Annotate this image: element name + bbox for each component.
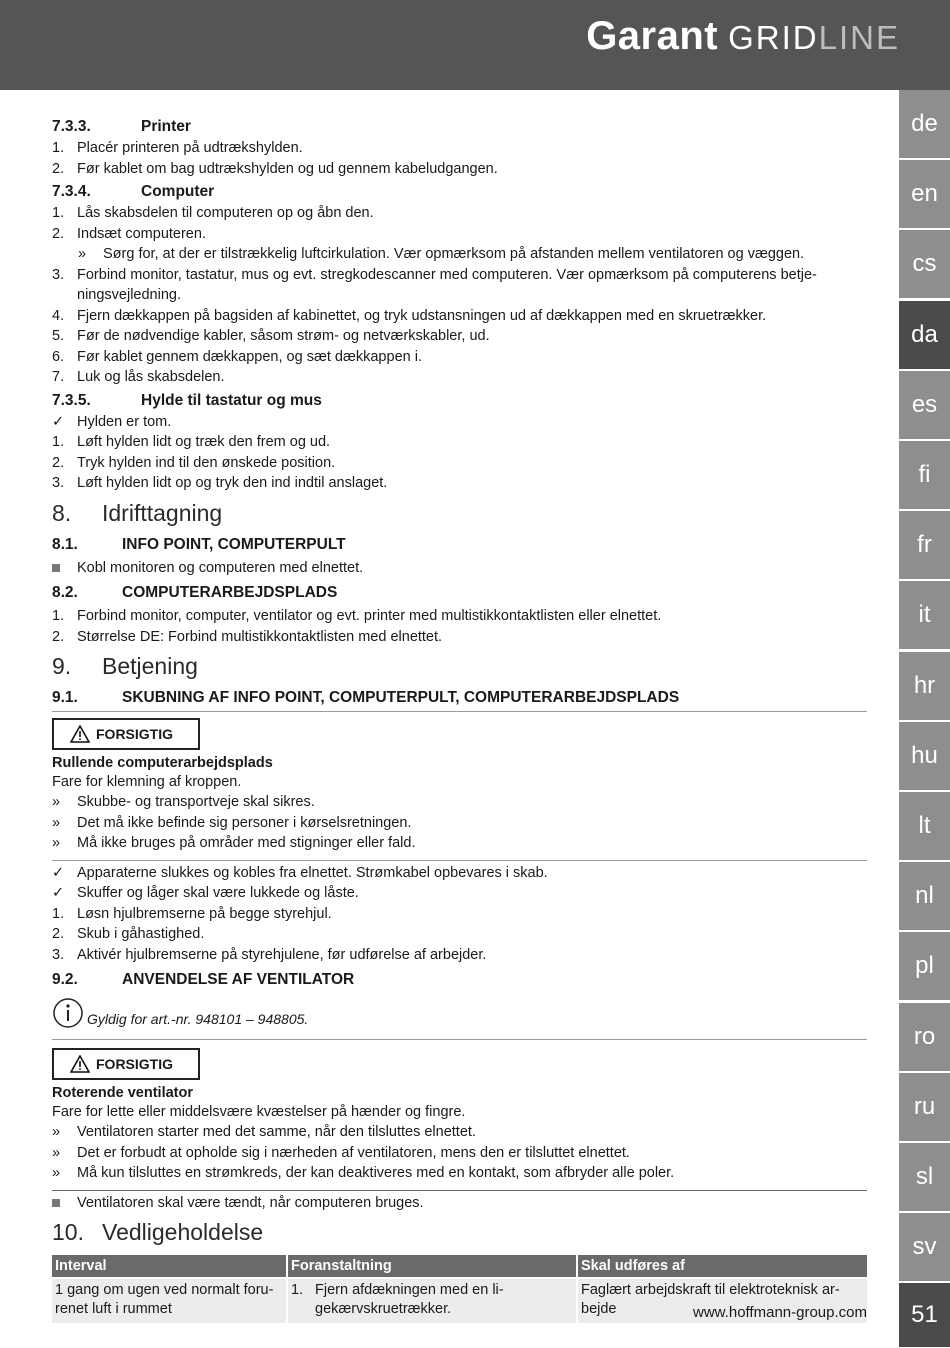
language-tab-ro[interactable]: ro — [899, 1003, 950, 1071]
check-item: ✓ Hylden er tom. — [52, 412, 867, 433]
language-tab-hr[interactable]: hr — [899, 652, 950, 720]
list-item: 2. Indsæt computeren. — [52, 225, 206, 242]
list-item: 3. Aktivér hjulbremserne på styrehjulene, før udførelse af arbejder. — [52, 946, 487, 963]
chapter-heading-8: 8. Idrifttagning — [52, 499, 223, 526]
divider — [52, 1039, 867, 1040]
list-item: 2. Før kablet om bag udtrækshylden og ud gennem kabeludgangen. — [52, 160, 498, 177]
language-tab-pl[interactable]: pl — [899, 932, 950, 1000]
sub-list-item: » Sørg for, at der er tilstrækkelig luftcirkulation. Vær opmærksom på afstanden mellem ventilatoren og væggen. — [78, 246, 805, 262]
list-item: 1. Forbind monitor, computer, ventilator og evt. printer med multistikkontaktlisten eller elnettet. — [52, 608, 662, 624]
warning-triangle-icon — [70, 725, 90, 743]
divider — [52, 860, 867, 861]
footer-url: www.hoffmann-group.com — [693, 1304, 867, 1321]
warning-item: » Ventilatoren starter med det samme, når den tilsluttes elnettet. — [52, 1124, 476, 1140]
square-bullet-icon — [52, 564, 60, 572]
list-item: 3. Forbind monitor, tastatur, mus og evt. stregkodescanner med computeren. Vær opmærksom på computerens betje-ningsvejledning. — [52, 266, 817, 303]
section-heading-92: 9.2. ANVENDELSE AF VENTILATOR — [52, 971, 355, 988]
language-tab-hu[interactable]: hu — [899, 722, 950, 790]
list-item: 7. Luk og lås skabsdelen. — [52, 369, 225, 385]
language-tab-cs[interactable]: cs — [899, 230, 950, 298]
list-item: 1. Løft hylden lidt og træk den frem og ud. — [52, 434, 331, 450]
language-tab-it[interactable]: it — [899, 581, 950, 649]
warning-title: Roterende ventilator — [52, 1085, 193, 1101]
section-heading-82: 8.2. COMPUTERARBEJDSPLADS — [52, 584, 338, 601]
language-tab-es[interactable]: es — [899, 371, 950, 439]
page-number: 51 — [899, 1283, 950, 1347]
section-heading-733: 7.3.3. Printer — [52, 118, 191, 135]
list-item: 1. Løsn hjulbremserne på begge styrehjul. — [52, 905, 332, 922]
check-icon: ✓ — [52, 885, 65, 901]
list-item: 5. Før de nødvendige kabler, såsom strøm- og netværkskabler, ud. — [52, 328, 490, 344]
list-item: 4. Fjern dækkappen på bagsiden af kabinettet, og tryk udstansningen ud af dækkappen med en skruetrækker. — [52, 307, 767, 324]
list-item: 1. Lås skabsdelen til computeren op og åbn den. — [52, 205, 374, 221]
language-tab-nl[interactable]: nl — [899, 862, 950, 930]
list-item: 2. Størrelse DE: Forbind multistikkontaktlisten med elnettet. — [52, 628, 443, 645]
language-tab-ru[interactable]: ru — [899, 1073, 950, 1141]
divider — [52, 1190, 867, 1191]
language-tab-fi[interactable]: fi — [899, 441, 950, 509]
chapter-heading-10: 10. Vedligeholdelse — [52, 1219, 264, 1245]
warning-triangle-icon — [70, 1055, 90, 1073]
check-item: ✓ Skuffer og låger skal være lukkede og låste. — [52, 883, 867, 904]
page-content — [52, 114, 867, 1325]
brand-logo — [586, 14, 900, 59]
caution-label: FORSIGTIG — [52, 1048, 200, 1080]
page-header — [0, 0, 950, 90]
section-heading-81: 8.1. INFO POINT, COMPUTERPULT — [52, 535, 346, 553]
bullet-item: Kobl monitoren og computeren med elnettet. — [52, 558, 867, 579]
language-tab-lt[interactable]: lt — [899, 792, 950, 860]
language-tab-sl[interactable]: sl — [899, 1143, 950, 1211]
warning-item: » Det er forbudt at opholde sig i nærheden af ventilatoren, mens den er tilsluttet elnettet. — [52, 1144, 630, 1161]
caution-label: FORSIGTIG — [52, 718, 200, 750]
table-cell: Faglært arbejdskraft til elektroteknisk ar-bejde — [578, 1279, 867, 1323]
language-tab-fr[interactable]: fr — [899, 511, 950, 579]
info-note: Gyldig for art.-nr. 948101 – 948805. — [52, 997, 867, 1033]
table-cell: 1 gang om ugen ved normalt foru-renet luft i rummet — [52, 1279, 286, 1323]
list-item: 2. Tryk hylden ind til den ønskede position. — [52, 454, 336, 471]
section-heading-735: 7.3.5. Hylde til tastatur og mus — [52, 391, 322, 409]
column-header: Interval — [52, 1255, 286, 1277]
column-header: Skal udføres af — [578, 1255, 867, 1277]
warning-item: » Skubbe- og transportveje skal sikres. — [52, 794, 315, 810]
check-icon: ✓ — [52, 864, 65, 881]
check-icon: ✓ — [52, 413, 65, 430]
list-item: 1. Placér printeren på udtrækshylden. — [52, 140, 303, 156]
brand-garant: Garant — [586, 14, 719, 58]
warning-text: Fare for klemning af kroppen. — [52, 774, 242, 790]
section-heading-734: 7.3.4. Computer — [52, 183, 215, 200]
language-tab-en[interactable]: en — [899, 160, 950, 228]
warning-item: » Må kun tilsluttes en strømkreds, der kan deaktiveres med en kontakt, som afbryder alle poler. — [52, 1165, 675, 1181]
square-bullet-icon — [52, 1199, 60, 1207]
list-item: 6. Før kablet gennem dækkappen, og sæt dækkappen i. — [52, 348, 422, 365]
table-header-row — [52, 1255, 867, 1277]
warning-item: » Det må ikke befinde sig personer i kørselsretningen. — [52, 814, 412, 831]
table-cell: 1. Fjern afdækningen med en li-gekærvskruetrækker. — [288, 1279, 576, 1323]
warning-item: » Må ikke bruges på områder med stigninger eller fald. — [52, 835, 416, 851]
language-sidebar — [899, 90, 950, 1348]
column-header: Foranstaltning — [288, 1255, 576, 1277]
chapter-heading-9: 9. Betjening — [52, 653, 198, 679]
language-tab-sv[interactable]: sv — [899, 1213, 950, 1281]
warning-text: Fare for lette eller middelsvære kvæstelser på hænder og fingre. — [52, 1104, 466, 1120]
language-tab-de[interactable]: de — [899, 90, 950, 158]
check-item: ✓ Apparaterne slukkes og kobles fra elnettet. Strømkabel opbevares i skab. — [52, 863, 867, 884]
warning-title: Rullende computerarbejdsplads — [52, 755, 273, 771]
brand-gridline: GRIDLINE — [728, 19, 900, 56]
info-icon — [52, 997, 84, 1029]
language-tab-da[interactable]: da — [899, 301, 950, 369]
section-heading-91: 9.1. SKUBNING AF INFO POINT, COMPUTERPULT, COMPUTERARBEJDSPLADS — [52, 685, 867, 712]
list-item: 3. Løft hylden lidt op og tryk den ind indtil anslaget. — [52, 475, 388, 491]
list-item: 2. Skub i gåhastighed. — [52, 926, 205, 942]
bullet-item: Ventilatoren skal være tændt, når computeren bruges. — [52, 1193, 867, 1214]
